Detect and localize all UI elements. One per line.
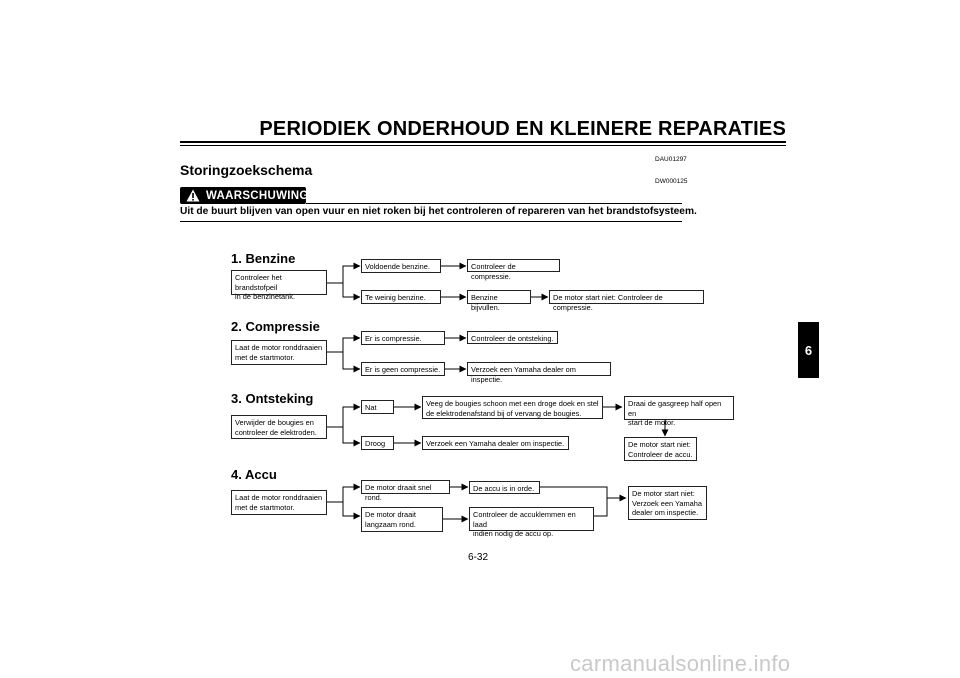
heading-compressie: 2. Compressie (231, 319, 320, 334)
box-benzine-low-result: De motor start niet: Controleer de compressie. (549, 290, 704, 304)
box-accu-final: De motor start niet: Verzoek een Yamaha dealer om inspectie. (628, 486, 707, 520)
watermark: carmanualsonline.info (570, 651, 791, 676)
box-benzine-ok-action: Controleer de compressie. (467, 259, 560, 272)
section-title: Storingzoekschema (180, 162, 313, 178)
box-compressie-ok: Er is compressie. (361, 331, 445, 345)
box-ontsteking-wet-result: De motor start niet: Controleer de accu. (624, 437, 697, 461)
warning-label: WAARSCHUWING (206, 189, 309, 202)
box-accu-check: Laat de motor ronddraaien met de startmotor. (231, 490, 327, 515)
box-accu-slow: De motor draait langzaam rond. (361, 507, 443, 532)
box-ontsteking-wet: Nat (361, 400, 394, 414)
section-code: DAU01297 (655, 156, 687, 163)
warning-text: Uit de buurt blijven van open vuur en niet roken bij het controleren of repareren van het brandstofsysteem. (180, 206, 697, 217)
box-accu-fast-result: De accu is in orde. (469, 481, 540, 494)
heading-benzine: 1. Benzine (231, 251, 296, 266)
box-accu-fast: De motor draait snel rond. (361, 480, 450, 494)
box-compressie-no: Er is geen compressie. (361, 362, 445, 376)
page-title: PERIODIEK ONDERHOUD EN KLEINERE REPARATIES (259, 118, 786, 140)
box-benzine-low-action: Benzine bijvullen. (467, 290, 531, 304)
heading-accu: 4. Accu (231, 467, 277, 482)
box-ontsteking-dry-action: Verzoek een Yamaha dealer om inspectie. (422, 436, 569, 450)
box-accu-slow-action: Controleer de accuklemmen en laad indien nodig de accu op. (469, 507, 594, 531)
box-ontsteking-wet-next: Draai de gasgreep half open en start de motor. (624, 396, 734, 420)
box-compressie-no-action: Verzoek een Yamaha dealer om inspectie. (467, 362, 611, 376)
box-compressie-check: Laat de motor ronddraaien met de startmotor. (231, 340, 327, 365)
warning-code: DW000125 (655, 178, 688, 185)
chapter-tab: 6 (798, 322, 819, 378)
box-benzine-low: Te weinig benzine. (361, 290, 441, 304)
box-benzine-ok: Voldoende benzine. (361, 259, 441, 273)
box-benzine-check: Controleer het brandstofpeil in de benzinetank. (231, 270, 327, 295)
box-ontsteking-wet-action: Veeg de bougies schoon met een droge doek en stel de elektrodenafstand bij of vervang de bougies. (422, 396, 603, 419)
box-ontsteking-check: Verwijder de bougies en controleer de elektroden. (231, 415, 327, 439)
box-compressie-ok-action: Controleer de ontsteking. (467, 331, 558, 344)
box-ontsteking-dry: Droog (361, 436, 394, 450)
page-number: 6-32 (468, 552, 489, 563)
heading-ontsteking: 3. Ontsteking (231, 391, 314, 406)
